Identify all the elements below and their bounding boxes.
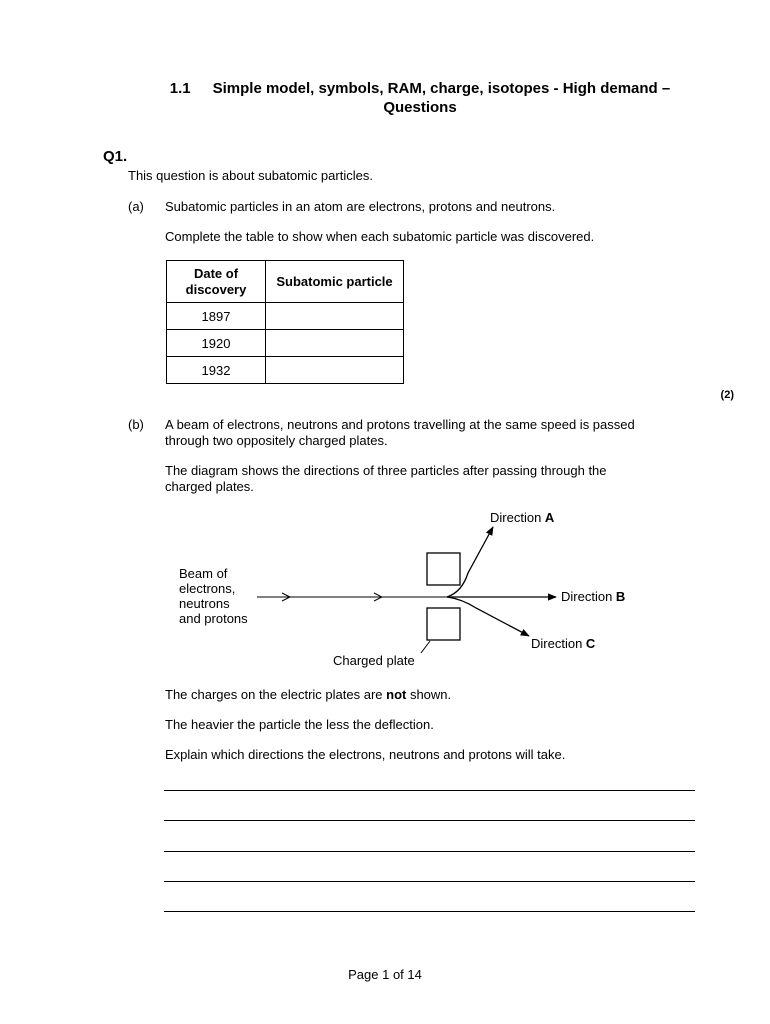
part-a-marks: (2) bbox=[720, 389, 734, 401]
answer-line[interactable] bbox=[164, 820, 695, 821]
direction-b-prefix: Direction bbox=[561, 589, 613, 604]
charges-note-start: The charges on the electric plates are bbox=[165, 687, 387, 702]
part-b-text-1-line-2: through two oppositely charged plates. bbox=[165, 433, 388, 448]
part-a-label: (a) bbox=[128, 199, 144, 214]
direction-a-label bbox=[490, 510, 554, 526]
answer-line[interactable] bbox=[164, 790, 695, 791]
question-number: Q1. bbox=[103, 148, 128, 165]
beam-label-line-3: neutrons bbox=[179, 596, 230, 611]
charges-note-end: shown. bbox=[406, 687, 452, 702]
section-number: 1.1 bbox=[169, 80, 191, 97]
plate-pointer-line bbox=[421, 641, 430, 653]
part-b-text-2-line-1: The diagram shows the directions of three particles after passing through the bbox=[165, 463, 607, 478]
heavier-note: The heavier the particle the less the deflection. bbox=[165, 717, 434, 732]
direction-c-letter: C bbox=[585, 636, 596, 651]
date-cell: 1897 bbox=[167, 303, 266, 330]
charges-note-emphasis: not bbox=[386, 687, 407, 702]
beam-label-line-2: electrons, bbox=[179, 581, 236, 596]
header-particle: Subatomic particle bbox=[266, 261, 404, 303]
direction-a-prefix: Direction bbox=[490, 510, 542, 525]
header-date: Date of discovery bbox=[167, 261, 266, 303]
question-intro: This question is about subatomic particles. bbox=[128, 168, 373, 183]
direction-c-label bbox=[531, 636, 595, 652]
title-text: Simple model, symbols, RAM, charge, isotopes - High demand – bbox=[212, 80, 671, 97]
direction-c-prefix: Direction bbox=[531, 636, 583, 651]
part-b-text-2-line-2: charged plates. bbox=[165, 479, 254, 494]
beam-label bbox=[179, 566, 248, 626]
part-a-text: Subatomic particles in an atom are electrons, protons and neutrons. bbox=[165, 199, 556, 214]
title-line-2: Questions bbox=[383, 99, 457, 116]
charges-note bbox=[165, 687, 451, 703]
beam-label-line-1: Beam of bbox=[179, 566, 228, 581]
answer-line[interactable] bbox=[164, 911, 695, 912]
direction-b-label bbox=[561, 589, 625, 605]
lower-charged-plate bbox=[427, 608, 460, 640]
answer-line[interactable] bbox=[164, 851, 695, 852]
part-b-label: (b) bbox=[128, 417, 144, 432]
upper-charged-plate bbox=[427, 553, 460, 585]
answer-line[interactable] bbox=[164, 881, 695, 882]
direction-a-letter: A bbox=[544, 510, 555, 525]
beam-label-line-4: and protons bbox=[179, 611, 248, 626]
explain-instruction: Explain which directions the electrons, neutrons and protons will take. bbox=[165, 747, 566, 762]
date-cell: 1920 bbox=[167, 330, 266, 357]
plate-label: Charged plate bbox=[333, 653, 415, 668]
page-number: Page 1 of 14 bbox=[348, 967, 422, 982]
direction-b-letter: B bbox=[615, 589, 626, 604]
date-cell: 1932 bbox=[167, 357, 266, 384]
part-a-instruction: Complete the table to show when each subatomic particle was discovered. bbox=[165, 229, 595, 244]
part-b-text-1-line-1: A beam of electrons, neutrons and protons travelling at the same speed is passed bbox=[165, 417, 635, 432]
